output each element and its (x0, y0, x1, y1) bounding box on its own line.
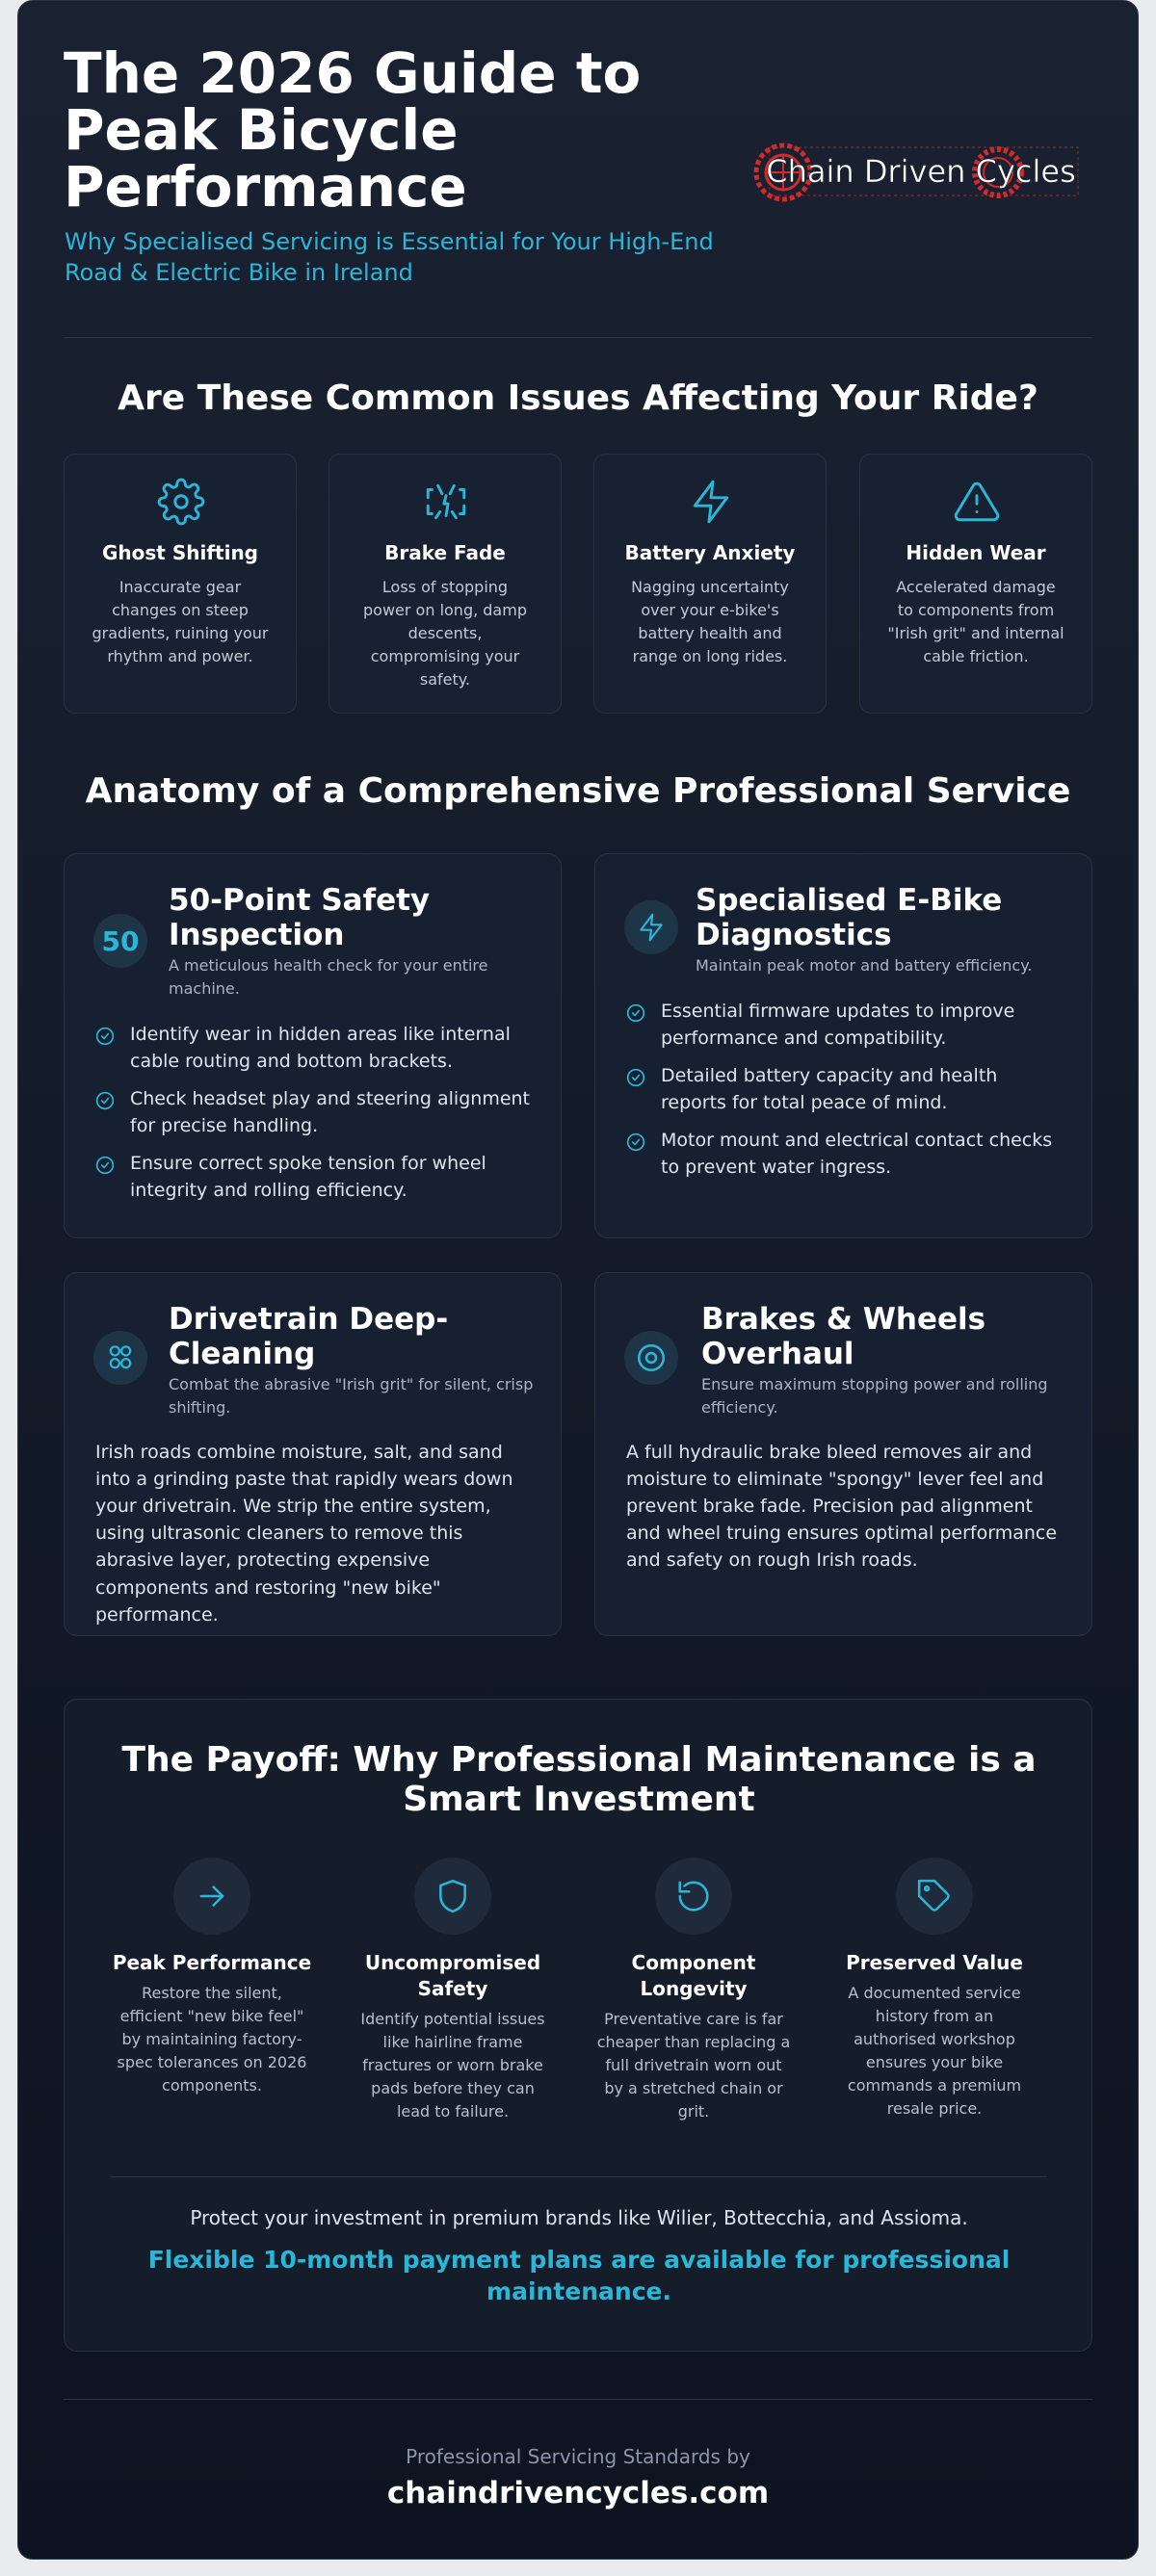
ebike-checklist (626, 999, 1065, 1192)
issue-card-ghost-shifting (64, 454, 297, 714)
service-card-inspection (64, 853, 562, 1238)
benefit-text: Identify potential issues like hairline frame fractures or worn brake pads before they can lead to failure. (360, 2010, 545, 2121)
check-circle-icon (95, 1156, 115, 1175)
arrow-right-icon (194, 1878, 230, 1914)
checklist-item: Motor mount and electrical contact checks to prevent water ingress. (626, 1128, 1065, 1181)
benefit-title: Preserved Value (846, 1951, 1023, 1974)
issue-text: Inaccurate gear changes on steep gradients, ruining your rhythm and power. (92, 578, 269, 665)
chain-driven-cycles-logo (752, 134, 1099, 211)
benefit-icon-circle (173, 1858, 250, 1935)
svg-text:Chain Driven Cycles: Chain Driven Cycles (766, 153, 1076, 190)
check-circle-icon (95, 1027, 115, 1046)
benefit-text: Restore the silent, efficient "new bike feel" by maintaining factory-spec tolerances on 2026 components. (117, 1984, 307, 2095)
lightning-icon (636, 912, 667, 943)
issue-text: Loss of stopping power on long, damp descents, compromising your safety. (363, 578, 527, 689)
checklist-item: Detailed battery capacity and health reports for total peace of mind. (626, 1063, 1065, 1116)
checklist-item: Identify wear in hidden areas like internal cable routing and bottom brackets. (95, 1022, 531, 1075)
service-description: A full hydraulic brake bleed removes air and moisture to eliminate "spongy" lever feel and prevent brake fade. Precision pad alignment and wheel truing ensures optimal performance and safety on rough Irish roads. (626, 1442, 1058, 1572)
benefit-icon-circle (655, 1858, 732, 1935)
footer-divider (64, 2399, 1092, 2400)
footer-label: Professional Servicing Standards by (406, 2445, 750, 2468)
gear-icon (157, 478, 205, 526)
shield-icon (434, 1878, 471, 1914)
benefit-safety (342, 1858, 564, 2123)
payoff-heading: The Payoff: Why Professional Maintenance is a Smart Investment (121, 1740, 1037, 1820)
disc-icon (635, 1341, 668, 1374)
issue-card-battery-anxiety (593, 454, 827, 714)
issue-title: Brake Fade (384, 541, 506, 564)
payoff-panel (64, 1699, 1092, 2352)
benefit-text: A documented service history from an authorised workshop ensures your bike commands a premium resale price. (847, 1984, 1022, 2118)
payoff-divider (111, 2176, 1047, 2177)
payment-plans-text: Flexible 10-month payment plans are available for professional maintenance. (147, 2246, 1011, 2305)
infographic-page (17, 0, 1139, 2560)
warning-icon (953, 478, 1001, 526)
issue-title: Ghost Shifting (102, 541, 258, 564)
benefit-longevity (583, 1858, 804, 2123)
check-circle-icon (626, 1068, 645, 1087)
benefit-text: Preventative care is far cheaper than replacing a full drivetrain worn out by a stretched chain or grit. (596, 2010, 791, 2121)
inspection-badge: 50 (93, 914, 147, 968)
anatomy-heading: Anatomy of a Comprehensive Professional Service (85, 771, 1071, 811)
service-subtitle: Ensure maximum stopping power and rolling efficiency. (701, 1375, 1048, 1417)
ebike-badge (624, 900, 678, 954)
page-subtitle: Why Specialised Servicing is Essential for Your High-End Road & Electric Bike in Ireland (65, 228, 714, 287)
tag-icon (916, 1878, 953, 1914)
issue-card-brake-fade (328, 454, 562, 714)
check-circle-icon (95, 1091, 115, 1110)
service-title: 50-Point Safety Inspection (169, 883, 431, 953)
service-subtitle: Combat the abrasive "Irish grit" for silent, crisp shifting. (169, 1375, 534, 1417)
benefit-icon-circle (896, 1858, 973, 1935)
benefit-peak-performance (101, 1858, 323, 2097)
brake-icon (422, 478, 470, 526)
protect-investment-text: Protect your investment in premium brands like Wilier, Bottecchia, and Assioma. (190, 2206, 968, 2229)
chain-icon (104, 1341, 137, 1374)
check-circle-icon (626, 1132, 645, 1152)
benefit-title: Peak Performance (112, 1951, 312, 1974)
service-card-brakes (594, 1272, 1092, 1636)
benefit-title: Component Longevity (631, 1951, 756, 2000)
brakes-badge (624, 1331, 678, 1385)
issue-text: Nagging uncertainty over your e-bike's battery health and range on long rides. (631, 578, 789, 665)
checklist-item: Ensure correct spoke tension for wheel integrity and rolling efficiency. (95, 1151, 531, 1204)
service-card-ebike (594, 853, 1092, 1238)
service-card-drivetrain (64, 1272, 562, 1636)
service-title: Brakes & Wheels Overhaul (701, 1302, 986, 1372)
rotate-icon (675, 1878, 712, 1914)
issue-text: Accelerated damage to components from "Irish grit" and internal cable friction. (887, 578, 1064, 665)
issues-heading: Are These Common Issues Affecting Your Ride? (118, 378, 1038, 418)
service-subtitle: Maintain peak motor and battery efficiency. (696, 956, 1033, 975)
issue-card-hidden-wear (859, 454, 1092, 714)
service-subtitle: A meticulous health check for your entire machine. (169, 956, 488, 998)
lightning-icon (687, 478, 735, 526)
drivetrain-badge (93, 1331, 147, 1385)
footer-website-link[interactable]: chaindrivencycles.com (386, 2476, 770, 2511)
issue-title: Hidden Wear (906, 541, 1046, 564)
service-description: Irish roads combine moisture, salt, and sand into a grinding paste that rapidly wears down your drivetrain. We strip the entire system, using ultrasonic cleaners to remove this abrasive layer, protecting expensive components and restoring "new bike" performance. (95, 1442, 513, 1626)
service-title: Drivetrain Deep-Cleaning (169, 1302, 449, 1372)
page-title: The 2026 Guide to Peak Bicycle Performance (64, 40, 642, 221)
header-divider (64, 337, 1092, 338)
benefit-value (824, 1858, 1045, 2121)
benefit-icon-circle (414, 1858, 491, 1935)
issue-title: Battery Anxiety (624, 541, 796, 564)
benefit-title: Uncompromised Safety (364, 1951, 541, 2000)
check-circle-icon (626, 1003, 645, 1023)
checklist-item: Essential firmware updates to improve performance and compatibility. (626, 999, 1065, 1052)
service-title: Specialised E-Bike Diagnostics (696, 883, 1003, 953)
inspection-checklist (95, 1022, 531, 1215)
checklist-item: Check headset play and steering alignment for precise handling. (95, 1086, 531, 1139)
